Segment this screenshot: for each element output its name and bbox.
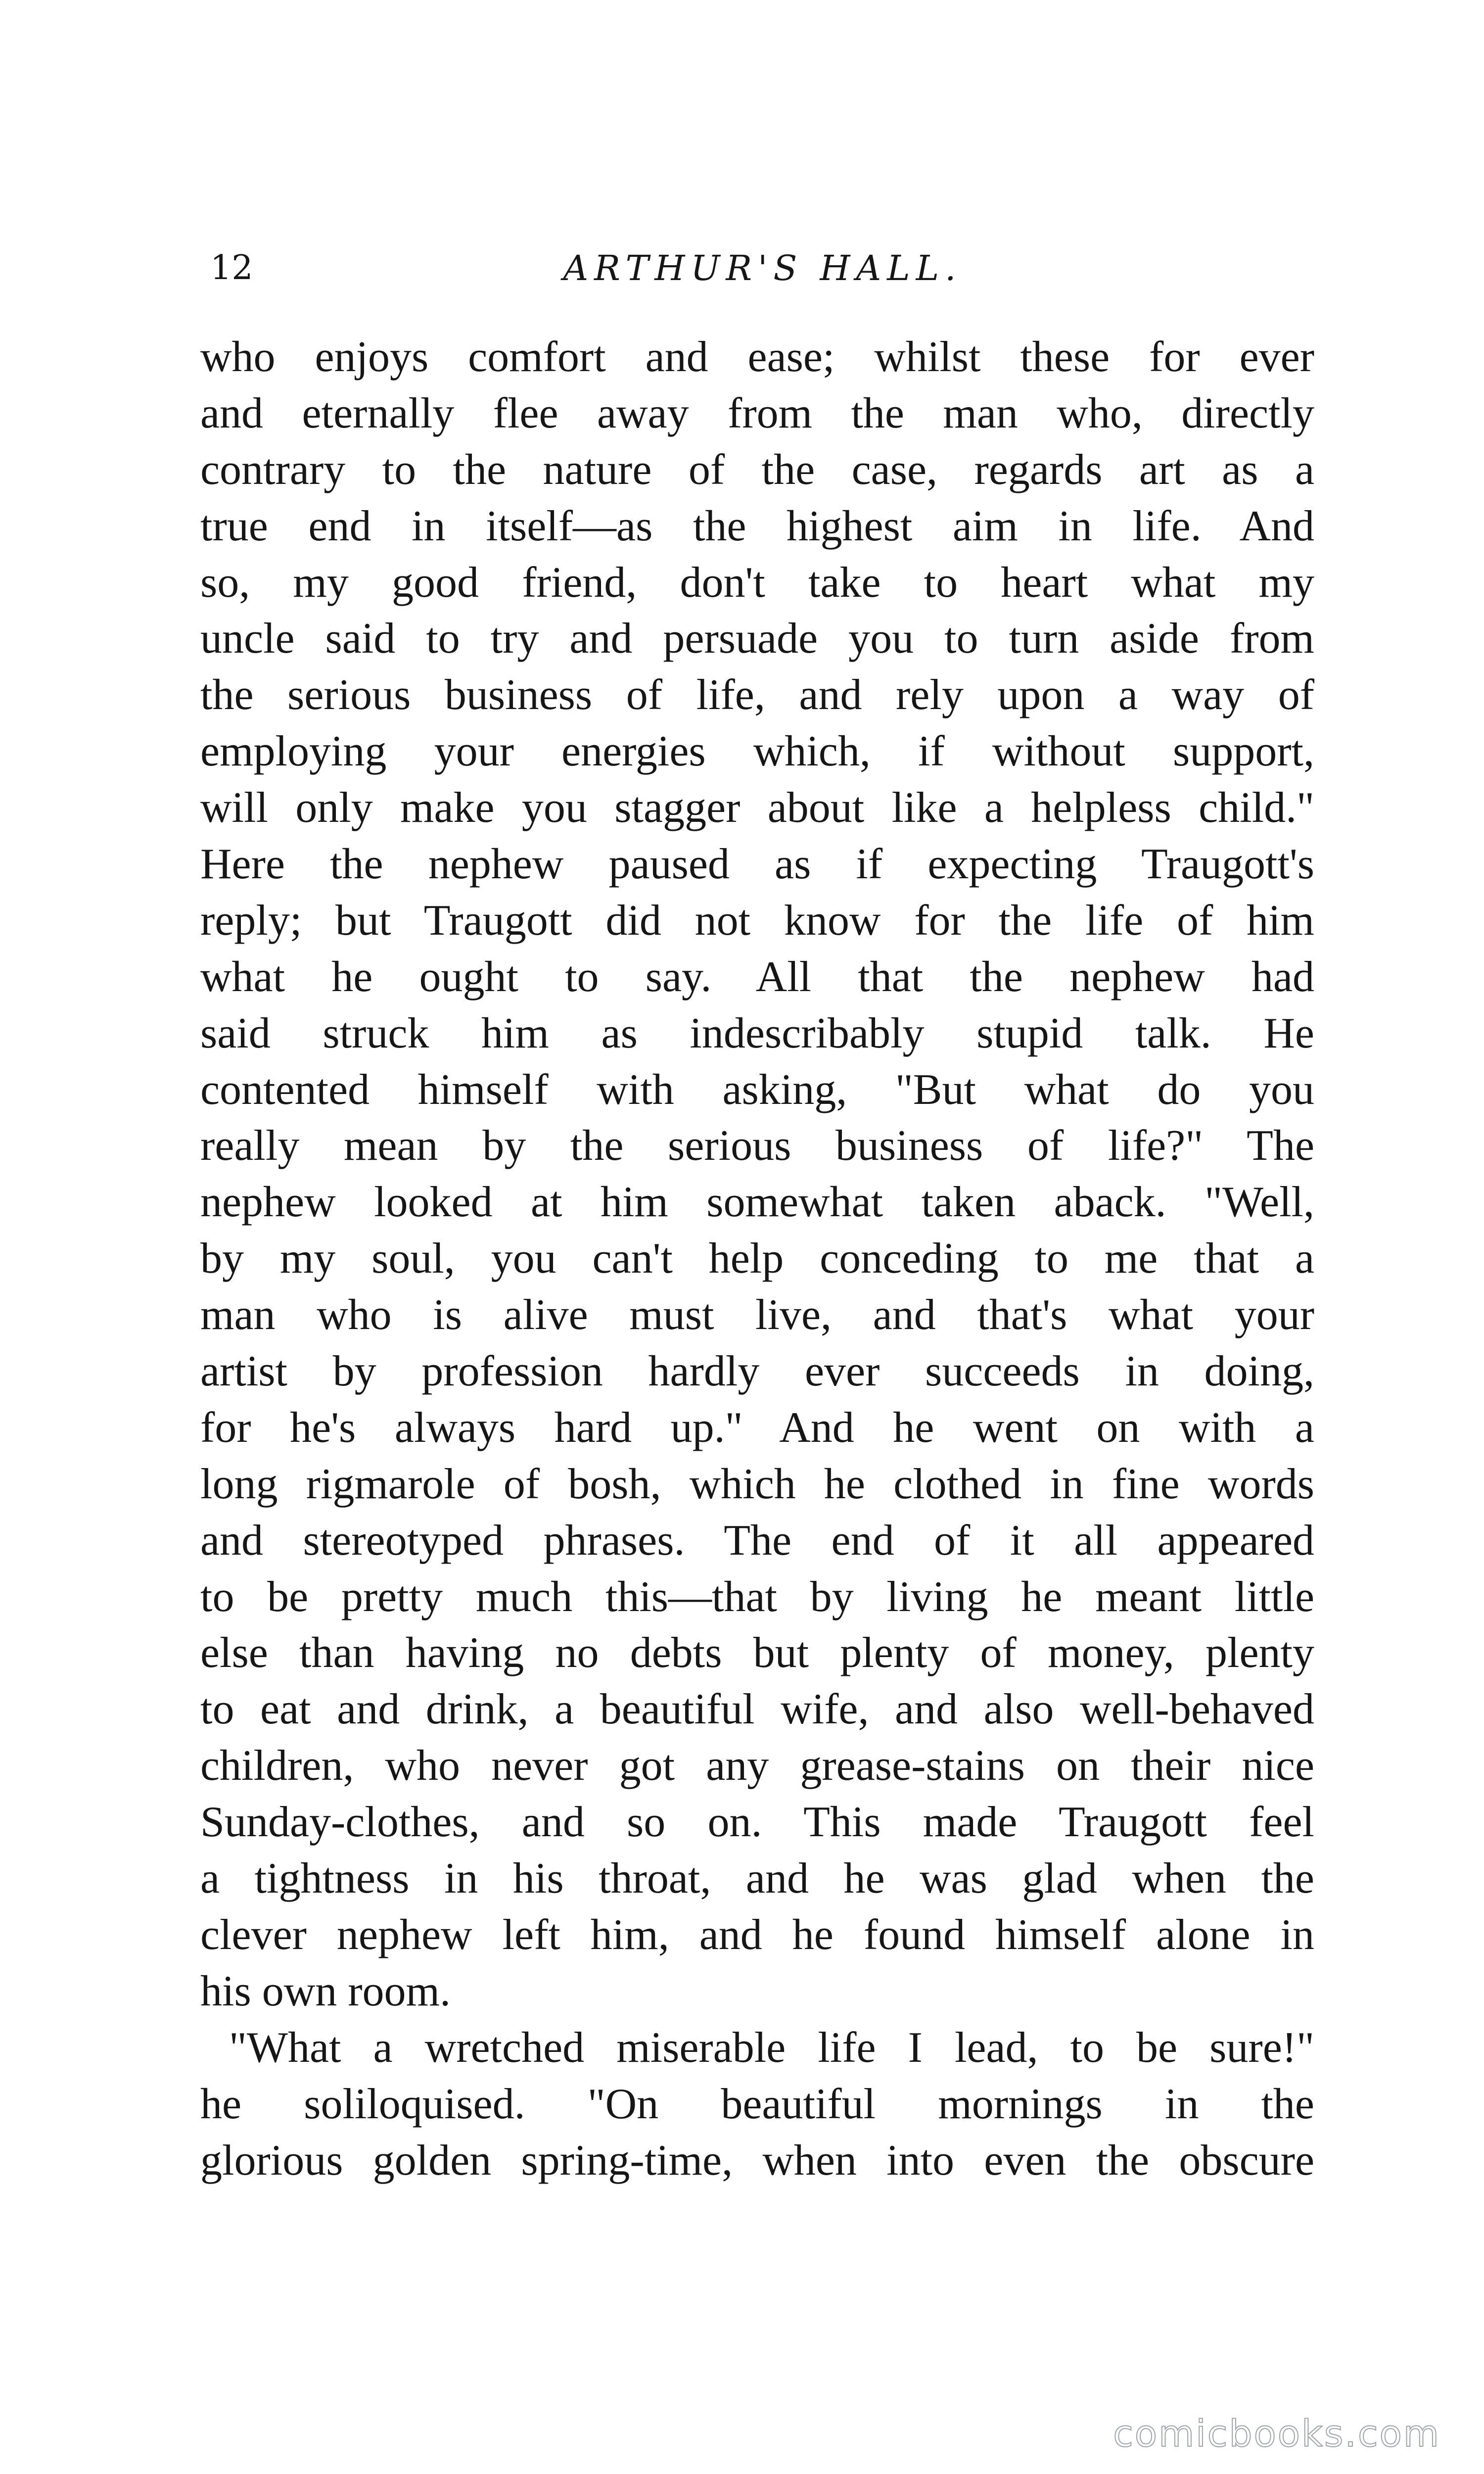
text-line: he soliloquised. "On beautiful mornings in the (200, 2080, 1314, 2128)
text-line: and eternally flee away from the man who, directly (200, 389, 1314, 437)
text-line: contrary to the nature of the case, regards art as a (200, 445, 1314, 494)
watermark: comicbooks.com (1113, 2413, 1440, 2455)
body-text (200, 329, 1314, 2189)
text-line: true end in itself—as the highest aim in life. And (200, 502, 1314, 550)
text-line: clever nephew left him, and he found himself alone in (200, 1910, 1314, 1959)
text-line: uncle said to try and persuade you to turn aside from (200, 615, 1314, 663)
text-line: reply; but Traugott did not know for the life of him (200, 896, 1314, 945)
text-line: really mean by the serious business of life?" The (200, 1122, 1314, 1170)
page-number: 12 (210, 248, 253, 287)
text-line: glorious golden spring-time, when into even the obscure (200, 2136, 1314, 2185)
text-line: and stereotyped phrases. The end of it all appeared (200, 1516, 1314, 1565)
text-line: by my soul, you can't help conceding to me that a (200, 1235, 1314, 1283)
text-line: Here the nephew paused as if expecting Traugott's (200, 840, 1314, 889)
text-line: for he's always hard up." And he went on with a (200, 1403, 1314, 1452)
paragraph-start-line: "What a wretched miserable life I lead, to be sure!" (229, 2023, 1314, 2072)
text-line: the serious business of life, and rely upon a way of (200, 671, 1314, 719)
text-line: children, who never got any grease-stains on their nice (200, 1742, 1314, 1790)
text-line: so, my good friend, don't take to heart what my (200, 558, 1314, 607)
text-line: Sunday-clothes, and so on. This made Traugott feel (200, 1798, 1314, 1847)
text-line: artist by profession hardly ever succeeds in doing, (200, 1347, 1314, 1396)
text-line: who enjoys comfort and ease; whilst these for ever (200, 333, 1314, 381)
text-line: a tightness in his throat, and he was glad when the (200, 1855, 1314, 1903)
text-line: said struck him as indescribably stupid talk. He (200, 1009, 1314, 1057)
text-line: what he ought to say. All that the nephew had (200, 952, 1314, 1001)
text-line: else than having no debts but plenty of money, plenty (200, 1629, 1314, 1677)
text-line: to be pretty much this—that by living he meant little (200, 1572, 1314, 1621)
text-line: contented himself with asking, "But what do you (200, 1065, 1314, 1114)
paragraph-end-line: his own room. (200, 1967, 451, 2015)
text-line: nephew looked at him somewhat taken aback. "Well, (200, 1178, 1314, 1227)
text-line: employing your energies which, if without support, (200, 727, 1314, 776)
running-title: ARTHUR'S HALL. (563, 248, 962, 288)
running-head (210, 245, 1315, 291)
text-line: long rigmarole of bosh, which he clothed in fine words (200, 1460, 1314, 1508)
text-line: will only make you stagger about like a helpless child." (200, 784, 1314, 832)
text-line: to eat and drink, a beautiful wife, and also well-behaved (200, 1685, 1314, 1734)
text-line: man who is alive must live, and that's what your (200, 1291, 1314, 1339)
